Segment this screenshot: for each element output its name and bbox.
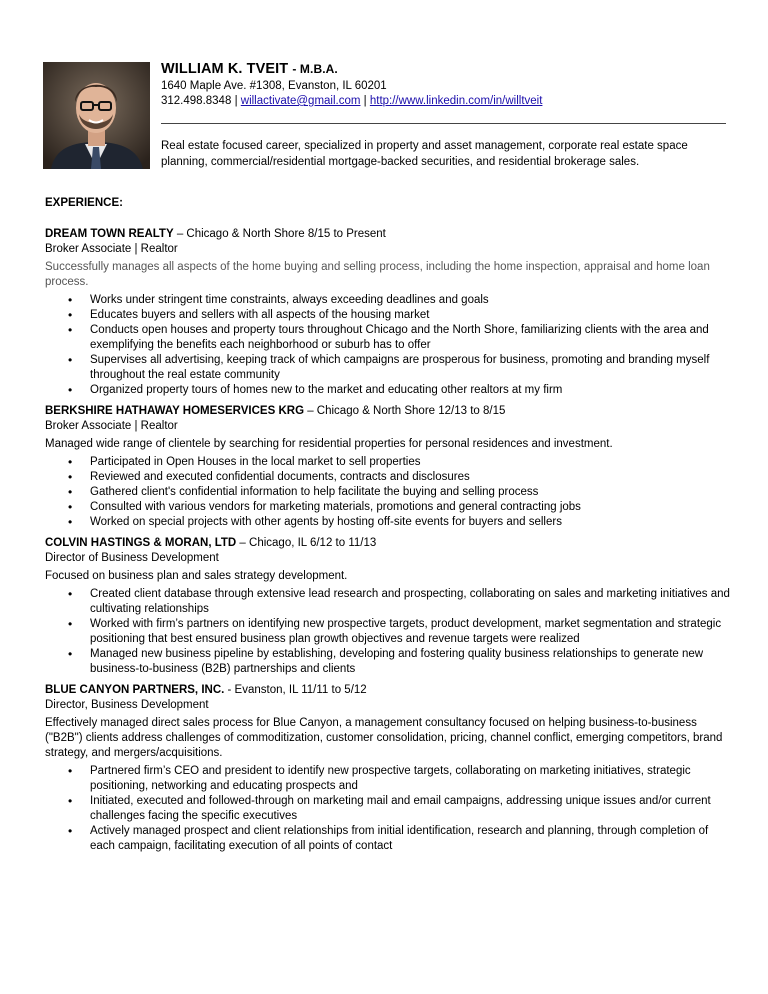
separator: | xyxy=(363,95,367,107)
job-location-dates: – Chicago & North Shore 12/13 to 8/15 xyxy=(304,405,506,417)
company-name: COLVIN HASTINGS & MORAN, LTD xyxy=(45,537,237,549)
job-title: Director, Business Development xyxy=(45,699,209,711)
bullet-item: • Conducts open houses and property tours throughout Chicago and the North Shore, familiarizing clients with the area and exemplifying the benefits each neighborhood or suburb has to offer xyxy=(45,323,735,353)
bullet-item: • Educates buyers and sellers with all aspects of the housing market xyxy=(45,308,735,323)
company-name: BLUE CANYON PARTNERS, INC. xyxy=(45,684,225,696)
bullet-item: • Managed new business pipeline by establishing, developing and fostering quality business relationships to generate new business-to-business (B2B) partnerships and clients xyxy=(45,647,735,677)
bullet-item: • Initiated, executed and followed-through on marketing mail and email campaigns, addressing unique issues and/or current challenges facing the specific executives xyxy=(45,794,735,824)
bullet-item: • Actively managed prospect and client relationships from initial identification, research and planning, through completion of each campaign, facilitating execution of all points of contact xyxy=(45,824,735,854)
summary-paragraph: Real estate focused career, specialized in property and asset management, corporate real estate space planning, commercial/residential mortgage-backed securities, and residential brokerage sales. xyxy=(161,140,688,168)
header-divider xyxy=(161,123,726,124)
portrait-image xyxy=(43,62,150,169)
job-heading xyxy=(45,536,735,551)
bullet-item: • Gathered client's confidential information to help facilitate the buying and selling process xyxy=(45,485,735,500)
resume-header xyxy=(161,60,727,109)
job-entry xyxy=(45,536,735,677)
job-title: Broker Associate | Realtor xyxy=(45,243,178,255)
job-heading xyxy=(45,683,735,698)
bullet-item: • Worked with firm’s partners on identifying new prospective targets, product development, market segmentation and strategic positioning that best ensured business plan growth objectives and revenue targets were realized xyxy=(45,617,735,647)
separator: | xyxy=(234,95,238,107)
job-bullets xyxy=(45,587,735,677)
linkedin-link[interactable]: http://www.linkedin.com/in/willtveit xyxy=(369,95,543,107)
job-heading xyxy=(45,404,735,419)
job-heading xyxy=(45,227,735,242)
experience-section xyxy=(45,196,735,860)
candidate-name: WILLIAM K. TVEIT xyxy=(161,61,289,77)
job-description: Focused on business plan and sales strategy development. xyxy=(45,570,348,582)
address: 1640 Maple Ave. #1308, Evanston, IL 60201 xyxy=(161,80,387,92)
job-bullets xyxy=(45,455,735,530)
job-entry xyxy=(45,683,735,854)
bullet-item: • Reviewed and executed confidential documents, contracts and disclosures xyxy=(45,470,735,485)
bullet-item: • Worked on special projects with other agents by hosting off-site events for buyers and sellers xyxy=(45,515,735,530)
job-bullets xyxy=(45,764,735,854)
bullet-item: • Organized property tours of homes new to the market and educating other realtors at my firm xyxy=(45,383,735,398)
job-description: Managed wide range of clientele by searching for residential properties for personal residences and investment. xyxy=(45,438,613,450)
job-description: Successfully manages all aspects of the home buying and selling process, including the home inspection, appraisal and home loan process. xyxy=(45,261,710,288)
email-link[interactable]: willactivate@gmail.com xyxy=(240,95,361,107)
bullet-item: • Created client database through extensive lead research and prospecting, collaborating on sales and marketing initiatives and cultivating relationships xyxy=(45,587,735,617)
job-location-dates: - Evanston, IL 11/11 to 5/12 xyxy=(224,684,367,696)
job-entry xyxy=(45,227,735,398)
job-description: Effectively managed direct sales process for Blue Canyon, a management consultancy focused on helping business-to-business ("B2B") clients address challenges of commoditization, customer consolidation, pricing, channel conflict, emerging competitors, brand strategy, and mergers/acquisitions. xyxy=(45,717,723,759)
bullet-item: • Partnered firm’s CEO and president to identify new prospective targets, collaborating on marketing initiatives, strategic positioning, networking and educating prospects and xyxy=(45,764,735,794)
job-location-dates: – Chicago, IL 6/12 to 11/13 xyxy=(236,537,377,549)
profile-photo xyxy=(43,62,150,169)
phone-number: 312.498.8348 xyxy=(161,95,232,107)
job-title: Director of Business Development xyxy=(45,552,219,564)
job-location-dates: – Chicago & North Shore 8/15 to Present xyxy=(173,228,386,240)
company-name: BERKSHIRE HATHAWAY HOMESERVICES KRG xyxy=(45,405,305,417)
section-title: EXPERIENCE: xyxy=(45,197,123,209)
job-title: Broker Associate | Realtor xyxy=(45,420,178,432)
bullet-item: • Consulted with various vendors for marketing materials, promotions and general contracting jobs xyxy=(45,500,735,515)
job-entry xyxy=(45,404,735,530)
contact-line xyxy=(161,94,727,109)
company-name: DREAM TOWN REALTY xyxy=(45,228,174,240)
bullet-item: • Works under stringent time constraints, always exceeding deadlines and goals xyxy=(45,293,735,308)
job-bullets xyxy=(45,293,735,398)
bullet-item: • Supervises all advertising, keeping track of which campaigns are prosperous for business, promoting and branding myself throughout the real estate community xyxy=(45,353,735,383)
degree-suffix: - M.B.A. xyxy=(292,62,338,76)
bullet-item: • Participated in Open Houses in the local market to sell properties xyxy=(45,455,735,470)
candidate-name-line xyxy=(161,60,727,79)
